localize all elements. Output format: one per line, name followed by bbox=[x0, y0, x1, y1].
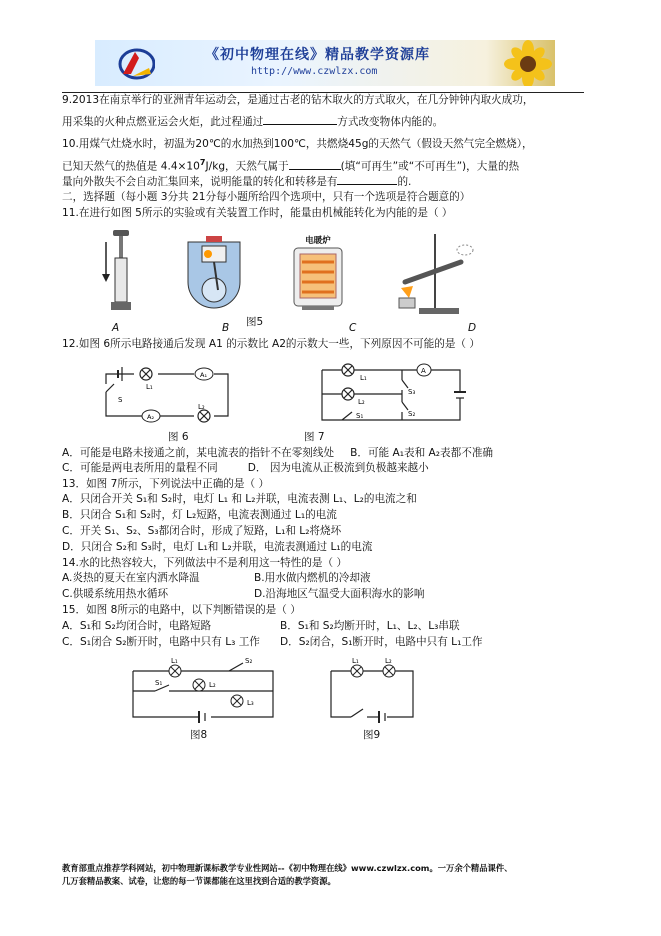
q14-option-b: B.用水做内燃机的冷却液 bbox=[254, 572, 371, 584]
q14-option-d: D.沿海地区气温受大面积海水的影响 bbox=[254, 588, 425, 600]
q9-line1: 9.2013在南京举行的亚洲青年运动会，是通过古老的钻木取火的方式取火，在几分钟钟内取火成功， bbox=[62, 94, 534, 106]
header-banner bbox=[95, 40, 555, 86]
q10-text-c: (填“可再生”或“不可再生”)，大量的热 bbox=[340, 160, 520, 173]
q10-text-a: 已知天然气的热值是 4.4×10 bbox=[62, 160, 200, 173]
fig6-a2-label: A₂ bbox=[147, 413, 155, 421]
q10-text-b: J/kg，天然气属于 bbox=[205, 160, 289, 173]
fig7-l1-label: L₁ bbox=[360, 374, 367, 382]
fig7-caption: 图 7 bbox=[304, 431, 325, 443]
fig6-s-label: S bbox=[118, 396, 123, 404]
fig9-l1-label: L₁ bbox=[352, 657, 359, 665]
q12-options-ab bbox=[62, 446, 493, 460]
fig5-label-c: C bbox=[349, 322, 357, 334]
q9-blank[interactable] bbox=[263, 113, 337, 125]
q10-line3 bbox=[62, 173, 411, 189]
q14-options-ab bbox=[62, 571, 371, 585]
fig6-a1-label: A₁ bbox=[200, 371, 208, 379]
q10-blank-2[interactable] bbox=[337, 173, 397, 185]
fire-syringe-illustration bbox=[95, 228, 135, 320]
fig8-s1-label: S₁ bbox=[155, 679, 163, 687]
q15-option-c: C．S₁闭合 S₂断开时，电路中只有 L₃ 工作 bbox=[62, 636, 260, 648]
fig8-l2-label: L₂ bbox=[209, 681, 216, 689]
fig6-caption: 图 6 bbox=[168, 431, 189, 443]
q15-option-b: B．S₁和 S₂均断开时，L₁、L₂、L₃串联 bbox=[280, 620, 460, 632]
q12-option-d: D． 因为电流从正极流到负极越来越小 bbox=[247, 462, 429, 474]
q13-stem: 13．如图 7所示，下列说法中正确的是（ ） bbox=[62, 478, 270, 490]
fig8-caption: 图8 bbox=[190, 729, 208, 741]
engine-cylinder-illustration bbox=[178, 232, 250, 318]
figure-8-circuit bbox=[125, 655, 285, 725]
q15-stem: 15．如图 8所示的电路中，以下判断错误的是（ ） bbox=[62, 604, 301, 616]
q13-option-a: A．只闭合开关 S₁和 S₂时，电灯 L₁ 和 L₂并联，电流表测 L₁、L₂的电流之和 bbox=[62, 493, 417, 505]
fig5-label-d: D bbox=[468, 322, 477, 334]
steam-test-tube-illustration bbox=[375, 228, 475, 320]
q9-line2 bbox=[62, 113, 443, 129]
q15-option-d: D．S₂闭合，S₁断开时，电路中只有 L₁工作 bbox=[280, 636, 483, 648]
q13-option-b: B．只闭合 S₁和 S₂时，灯 L₂短路，电流表测通过 L₁的电流 bbox=[62, 509, 337, 521]
figure-9-circuit bbox=[325, 655, 420, 725]
electric-heater-illustration bbox=[292, 246, 344, 312]
q15-options-ab bbox=[62, 619, 460, 633]
fig6-l2-label: L₂ bbox=[198, 403, 205, 411]
fig7-s2-label: S₂ bbox=[408, 410, 416, 418]
fig8-l1-label: L₁ bbox=[171, 657, 178, 665]
footer-line2: 几万套精品教案、试卷，让您的每一节课都能在这里找到合适的教学资源。 bbox=[62, 876, 336, 886]
q14-option-a: A.炎热的夏天在室内洒水降温 bbox=[62, 572, 200, 584]
brand-url[interactable]: http://www.czwlzx.com bbox=[251, 66, 378, 77]
fig5-label-b: B bbox=[222, 322, 230, 334]
footer bbox=[62, 862, 602, 888]
fig8-l3-label: L₃ bbox=[247, 699, 254, 707]
fig7-s1-label: S₁ bbox=[356, 412, 364, 420]
sunflower-icon bbox=[490, 40, 555, 86]
q10-line2 bbox=[62, 156, 519, 174]
q10-text-d: 量向外散失不会自动汇集回来，说明能量的转化和转移是有 bbox=[62, 176, 338, 188]
q15-option-a: A．S₁和 S₂均闭合时，电路短路 bbox=[62, 620, 212, 632]
q15-options-cd bbox=[62, 635, 483, 649]
q11-stem: 11.在进行如图 5所示的实验或有关装置工作时，能量由机械能转化为内能的是（ ） bbox=[62, 207, 453, 219]
fig7-s3-label: S₃ bbox=[408, 388, 416, 396]
fig7-l2-label: L₂ bbox=[358, 398, 365, 406]
q12-stem: 12.如图 6所示电路接通后发现 A1 的示数比 A2的示数大一些，下列原因不可能的是（ ） bbox=[62, 338, 480, 350]
fig6-l1-label: L₁ bbox=[146, 383, 153, 391]
fig5-caption: 图5 bbox=[246, 316, 264, 328]
brand-title: 《初中物理在线》精品教学资源库 bbox=[205, 47, 430, 63]
logo-icon bbox=[115, 44, 155, 82]
q13-option-c: C．开关 S₁、S₂、S₃都闭合时，形成了短路，L₁和 L₂将烧坏 bbox=[62, 525, 342, 537]
q10-text-e: 的. bbox=[397, 176, 412, 188]
section-2-heading: 二，选择题（每小题 3分共 21分每小题所给四个选项中，只有一个选项是符合题意的） bbox=[62, 191, 471, 203]
fig7-a-label: A bbox=[421, 367, 426, 375]
q13-option-d: D．只闭合 S₂和 S₃时，电灯 L₁和 L₂并联，电流表测通过 L₁的电流 bbox=[62, 541, 373, 553]
q12-option-b: B．可能 A₁表和 A₂表都不准确 bbox=[350, 447, 494, 459]
fig9-l2-label: L₂ bbox=[385, 657, 392, 665]
q9-text-b: 方式改变物体内能的。 bbox=[337, 116, 444, 128]
q14-options-cd bbox=[62, 587, 424, 601]
figure-7-circuit bbox=[312, 360, 472, 430]
figure-6-circuit bbox=[96, 360, 238, 426]
fig8-s2-label: S₂ bbox=[245, 657, 253, 665]
q12-option-c: C．可能是两电表所用的量程不同 bbox=[62, 462, 218, 474]
q14-stem: 14.水的比热容较大，下列做法中不是利用这一特性的是（ ） bbox=[62, 557, 348, 569]
fig9-caption: 图9 bbox=[363, 729, 381, 741]
footer-line1: 教育部重点推荐学科网站，初中物理新课标教学专业性网站--《初中物理在线》www.czwlzx.com。一万余个精品课件、 bbox=[62, 863, 513, 873]
q10-line1: 10.用煤气灶烧水时，初温为20℃的水加热到100℃，共燃烧45g的天然气（假设天然气完全燃烧）， bbox=[62, 138, 533, 150]
q9-text-a: 用采集的火种点燃亚运会火炬，此过程通过 bbox=[62, 116, 264, 128]
q10-blank-1[interactable] bbox=[289, 158, 341, 170]
q12-options-cd bbox=[62, 461, 429, 475]
fig5-label-a: A bbox=[112, 322, 120, 334]
heater-label: 电暖炉 bbox=[305, 236, 331, 246]
q10-exponent: 7 bbox=[199, 158, 206, 167]
q12-option-a: A．可能是电路未接通之前，某电流表的指针不在零刻线处 bbox=[62, 447, 335, 459]
q14-option-c: C.供暖系统用热水循环 bbox=[62, 588, 169, 600]
